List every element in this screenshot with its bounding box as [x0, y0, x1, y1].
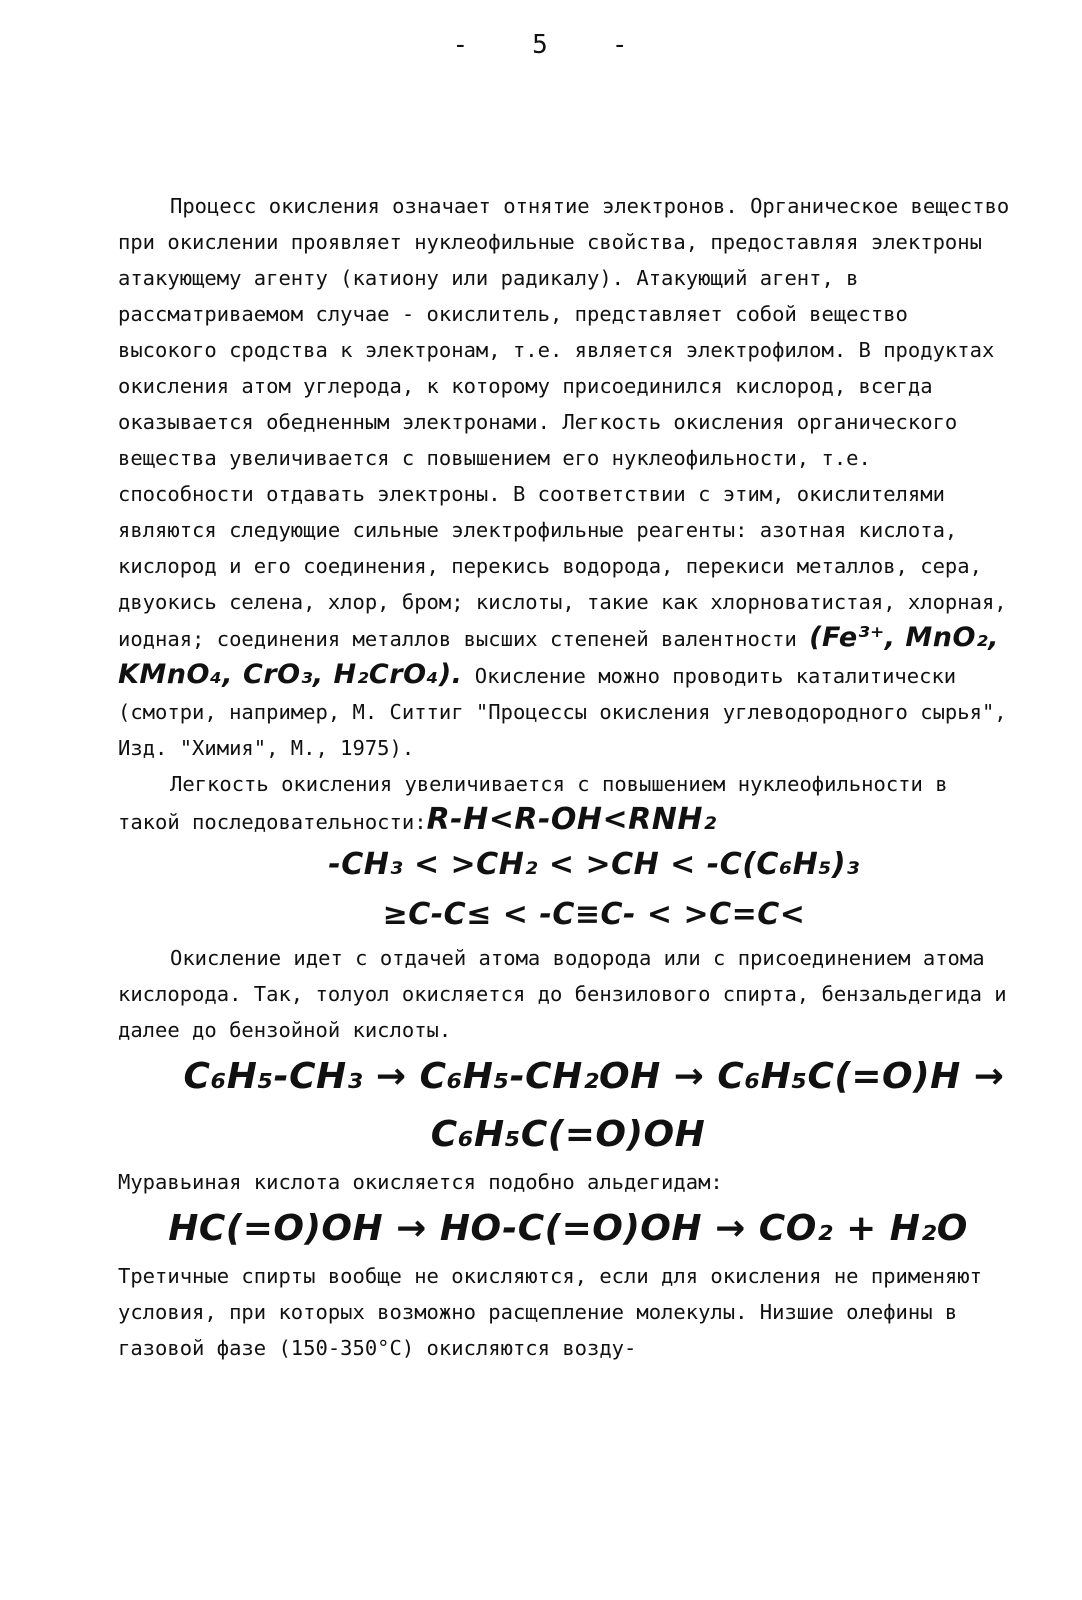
paragraph-text: Окисление идет с отдачей атома водорода или с присоединением атома кислорода. Так, толуол окисляется до бензилового спирта, бензальдегида и далее до бензойной кислоты. — [118, 946, 1007, 1042]
paragraph-formic-acid — [118, 1164, 1018, 1258]
page-number: 5 — [532, 30, 550, 60]
paragraph-text: Муравьиная кислота окисляется подобно альдегидам: — [118, 1170, 723, 1194]
page-header — [0, 30, 1082, 60]
oxidizer-formulas: (Fe³⁺, MnO₂, KMnO₄, CrO₃, H₂CrO₄). — [118, 622, 1000, 690]
paragraph-oxidation-definition — [118, 188, 1018, 766]
series-formula-line-2: ≥C-C≤ < -C≡C- < >C=C< — [382, 897, 806, 932]
toluene-oxidation-formula: C₆H₅-CH₃ → C₆H₅-CH₂OH → C₆H₅C(=O)H → C₆H₅C(=O)OH — [183, 1056, 1005, 1155]
page-number-dash-right: - — [611, 30, 630, 60]
paragraph-text-citation: Окисление можно проводить каталитически (смотри, например, М. Ситтиг "Процессы окисления углеводородного сырья", Изд. "Химия", М., 1975). — [118, 664, 1007, 760]
page-number-dash-left: - — [452, 30, 471, 60]
paragraph-text: Третичные спирты вообще не окисляются, если для окисления не применяют условия, при которых возможно расщепление молекулы. Низшие олефины в газовой фазе (150-350°C) окисляются возду- — [118, 1264, 982, 1360]
paragraph-text: Легкость окисления увеличивается с повышением нуклеофильности в такой последовательности: — [118, 772, 948, 834]
formic-acid-oxidation-formula: HC(=O)OH → HO-C(=O)OH → CO₂ + H₂O — [168, 1208, 968, 1249]
inline-series-formula: R-H<R-OH<RNH₂ — [426, 802, 717, 837]
paragraph-text: Процесс окисления означает отнятие электронов. Органическое вещество при окислении проявляет нуклеофильные свойства, предоставляя электроны атакующему агенту (катиону или радикалу). Атакующий агент, в рассматриваемом случае - окислитель, представляет собой вещество высокого сродства к электронам, т.е. является электрофилом. В продуктах окисления атом углерода, к которому присоединился кислород, всегда оказывается обедненным электронами. Легкость окисления органического вещества увеличивается с повышением его нуклеофильности, т.е. способности отдавать электроны. В соответствии с этим, окислителями являются следующие сильные электрофильные реагенты: азотная кислота, кислород и его соединения, перекись водорода, перекиси металлов, сера, двуокись селена, хлор, бром; кислоты, такие как хлорноватистая, хлорная, иодная; соединения металлов высших степеней валентности — [118, 194, 1010, 651]
page-body — [118, 188, 1018, 1366]
paragraph-nucleophilicity-order — [118, 766, 1018, 940]
paragraph-tertiary-alcohols — [118, 1258, 1018, 1366]
paragraph-toluene-oxidation — [118, 940, 1018, 1164]
series-formula-line-1: -CH₃ < >CH₂ < >CH < -C(C₆H₅)₃ — [328, 847, 860, 882]
